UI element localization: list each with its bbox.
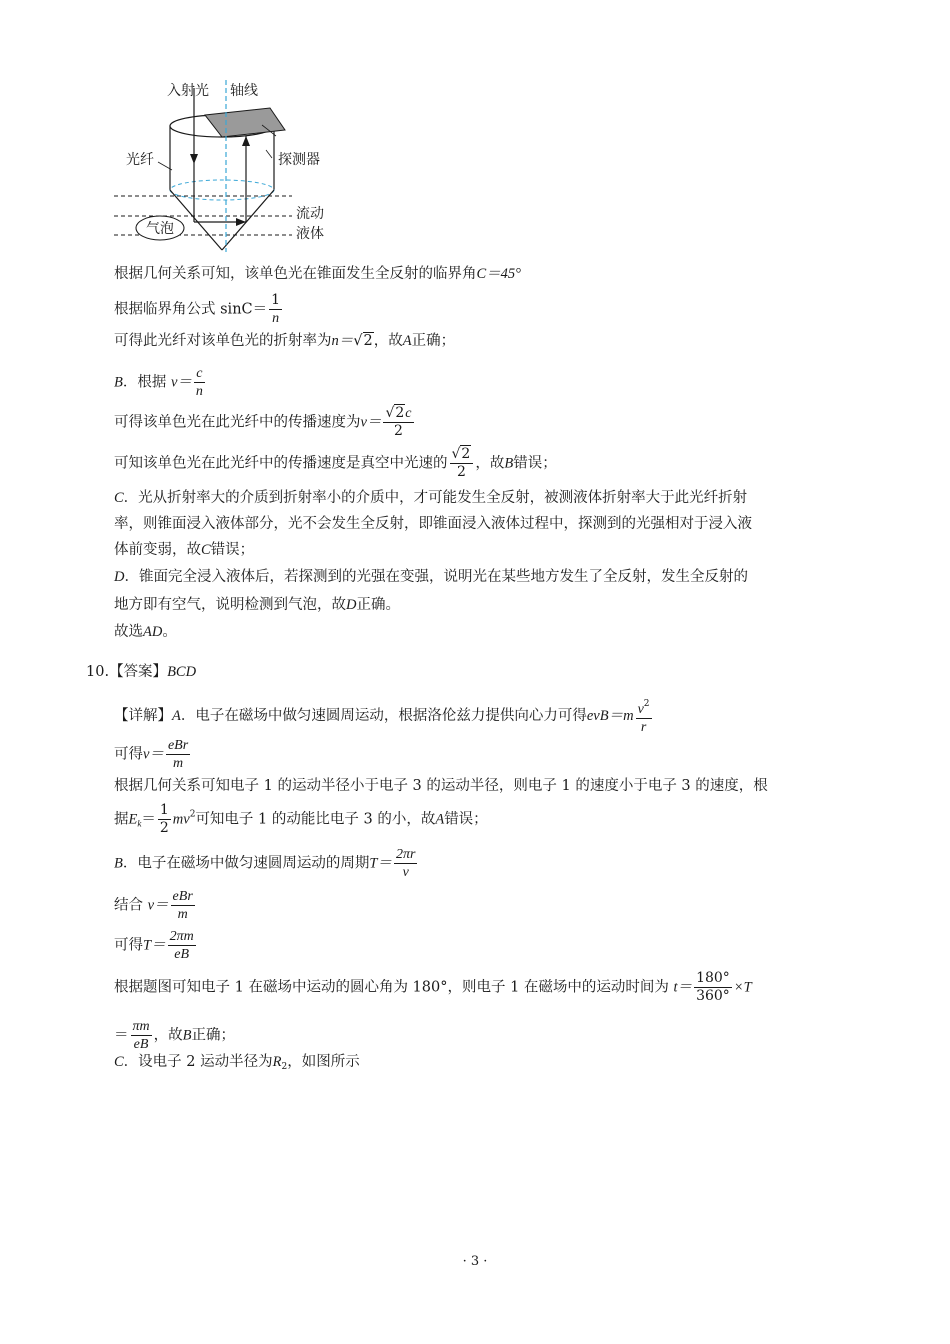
q10-a4: 据$E_k=$ $\frac{1}{2}$ $mv^2$可知电子 1 的动能比电子 3 的小，故A错误；	[114, 802, 488, 836]
label-flowing: 流动	[296, 206, 324, 222]
label-incident-light: 入射光	[167, 83, 209, 99]
q9-line-9: 体前变弱，故C错误；	[114, 542, 255, 558]
q9-line-6: 可知该单色光在此光纤中的传播速度是真空中光速的 $\frac{√2}{2}$ ，故B错误；	[114, 446, 557, 480]
q9-line-3: 可得此光纤对该单色光的折射率为n＝√2，故A正确；	[114, 333, 456, 349]
label-bubble: 气泡	[146, 221, 174, 237]
q10-b5: ＝ $\frac{\pi m}{eB}$ ，故B正确；	[114, 1019, 235, 1052]
q10-b3: 可得T＝ $\frac{2\pi m}{eB}$	[114, 929, 194, 962]
q9-line-4: B．根据 v＝ $\frac{c}{n}$	[114, 366, 203, 399]
q9-line-2: 根据临界角公式 sinC＝ $\frac{1}{n}$	[114, 292, 281, 326]
q9-line-1: 根据几何关系可知，该单色光在锥面发生全反射的临界角C＝45°	[114, 266, 521, 282]
q10-b4: 根据题图可知电子 1 在磁场中运动的圆心角为 180°，则电子 1 在磁场中的运动时间为 t＝ $\frac{180^\circ}{360^\circ}$ ×T	[114, 970, 752, 1004]
q10-detail-a1: 【详解】A．电子在磁场中做匀速圆周运动，根据洛伦兹力提供向心力可得evB＝m $\frac{v^2}{r}$	[114, 696, 654, 736]
q9-line-8: 率，则锥面浸入液体部分，光不会发生全反射，即锥面浸入液体过程中，探测到的光强相对于浸入液	[114, 516, 752, 532]
q10-a3: 根据几何关系可知电子 1 的运动半径小于电子 3 的运动半径，则电子 1 的速度小于电子 3 的速度，根	[114, 778, 768, 794]
q10-a2: 可得v＝ $\frac{\text{eBr}}{m}$	[114, 738, 189, 771]
q10-b2: 结合 v＝ $\frac{\text{eBr}}{m}$	[114, 889, 193, 922]
label-liquid: 液体	[296, 226, 324, 242]
q9-line-10: D．锥面完全浸入液体后，若探测到的光强在变强，说明光在某些地方发生了全反射，发生全反射的	[114, 569, 748, 585]
label-fiber: 光纤	[126, 152, 154, 168]
label-axis: 轴线	[230, 83, 258, 99]
q10-b1: B．电子在磁场中做匀速圆周运动的周期T＝ $\frac{2\pi r}{v}$	[114, 847, 416, 880]
page-number: · 3 ·	[462, 1254, 488, 1269]
q10-answer: 10.【答案】BCD	[86, 664, 197, 680]
q9-line-7: C．光从折射率大的介质到折射率小的介质中，才可能发生全反射，被测液体折射率大于此光纤折射	[114, 490, 748, 506]
q9-line-12: 故选AD。	[114, 624, 177, 640]
fiber-probe-diagram	[110, 80, 350, 260]
q10-c1: C．设电子 2 运动半径为$R_2$，如图所示	[114, 1054, 360, 1072]
q9-line-5: 可得该单色光在此光纤中的传播速度为v＝ $\frac{√2c}{2}$	[114, 405, 412, 439]
label-detector: 探测器	[278, 152, 320, 168]
q9-line-11: 地方即有空气，说明检测到气泡，故D正确。	[114, 597, 400, 613]
